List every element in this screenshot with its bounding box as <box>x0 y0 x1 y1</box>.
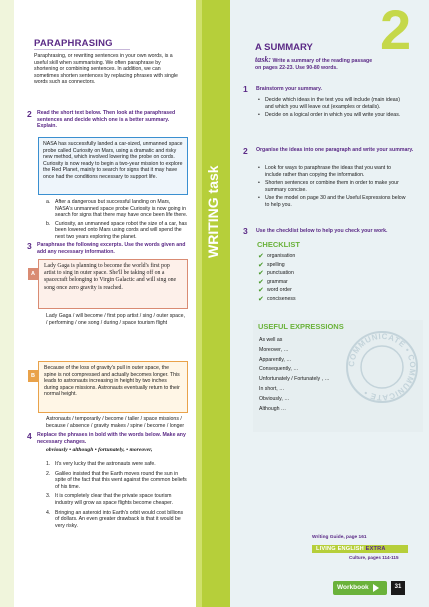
summary-options <box>46 199 188 243</box>
checklist-label: punctuation <box>267 270 294 276</box>
arrow-right-icon <box>373 584 379 592</box>
checklist <box>258 253 296 304</box>
check-icon: ✔ <box>258 270 264 277</box>
check-icon: ✔ <box>258 278 264 286</box>
connector-words: obviously • although • fortunately, • moreover, <box>46 447 153 453</box>
expression-item: Unfortunately / Fortunately , … <box>259 376 330 383</box>
title-underline <box>34 49 130 50</box>
checklist-label: grammar <box>267 278 288 285</box>
unit-number: 2 <box>380 0 412 61</box>
checklist-item <box>258 270 296 279</box>
checklist-item <box>258 279 296 288</box>
step-2-heading: Organise the ideas into one paragraph and write your summary. <box>256 147 414 153</box>
bullet-item: • Decide which ideas in the text you will include (main ideas) and which you will leave out (examples or details). <box>258 97 408 110</box>
paraphrasing-intro: Paraphrasing, or rewriting sentences in your own words, is a useful skill when summarising. We often paraphrase by shortening or combining sentences. In addition, we can sometimes shorten sentences by replacing phrases with single words such as connectors. <box>34 53 178 86</box>
excerpt-a-text: Lady Gaga is planning to become the world's first pop artist to sing in outer space. She'll be taking off on a spacecraft belonging to Virgin Galactic and will sing one song once zero gravity is reached. <box>44 263 177 291</box>
check-icon: ✔ <box>258 261 264 269</box>
task-instruction <box>255 57 373 71</box>
workbook-button[interactable] <box>333 581 387 595</box>
sentence-number: 4. <box>46 509 51 516</box>
check-icon: ✔ <box>258 287 264 294</box>
checklist-label: spelling <box>267 261 285 268</box>
question-3-number: 3 <box>27 241 32 251</box>
useful-expressions-list <box>259 336 330 414</box>
step-2-number: 2 <box>243 146 248 156</box>
workbook-label: Workbook <box>337 584 369 591</box>
sentence-item <box>46 493 188 506</box>
option-b <box>46 221 188 241</box>
question-4-number: 4 <box>27 431 32 441</box>
checklist-label: conciseness <box>267 295 296 302</box>
writing-task-vertical-text <box>199 120 227 260</box>
excerpt-b-marker: B <box>28 370 38 382</box>
checklist-title: CHECKLIST <box>257 240 300 249</box>
band-highlight <box>196 0 202 607</box>
task-text: Write a summary of the reading passage on pages 22-23. Use 90-80 words. <box>255 58 373 71</box>
bullet-item: • Shorten sentences or combine them in order to make your summary concise. <box>258 180 408 193</box>
expression-item: As well as <box>259 337 283 343</box>
question-2-number: 2 <box>27 109 32 119</box>
checklist-item <box>258 296 296 305</box>
bullet-item: • Use the model on page 30 and the Useful Expressions below to help you. <box>258 195 408 208</box>
task-word: task: <box>255 55 271 64</box>
sentence-number: 1. <box>46 461 51 467</box>
question-4-instruction: Replace the phrases in bold with the words below. Make any necessary changes. <box>37 432 186 445</box>
excerpt-a-marker: A <box>28 268 38 280</box>
step-1-number: 1 <box>243 84 248 94</box>
excerpt-b-words: Astronauts / temporarily / become / taller / space missions / because / absence / gravity makes / spine / become / longer <box>46 416 185 429</box>
left-margin-strip <box>0 0 14 607</box>
living-english-label <box>316 546 386 552</box>
writing-task-label: WRITING task <box>205 165 221 258</box>
expression-item: Obviously, … <box>259 395 290 402</box>
excerpt-a-words: Lady Gaga / will become / first pop artist / sing / outer space, / performing / one song / during / space tourism flight <box>46 313 185 326</box>
option-a <box>46 199 188 219</box>
living-english-text: LIVING ENGLISH <box>316 546 364 552</box>
page-number: 31 <box>394 584 402 590</box>
expression-item: Although … <box>259 405 287 412</box>
sentence-item <box>46 510 188 530</box>
summary-title: A SUMMARY <box>255 42 313 53</box>
sentence-text: Galileo insisted that the Earth moves round the sun in spite of the fact that this went against the common beliefs of his time. <box>55 470 187 490</box>
option-a-text: After a dangerous but successful landing on Mars, NASA's unmanned space probe Curiosity is now going in search for signs that there may have once been life there. <box>55 199 188 219</box>
step-1-heading: Brainstorm your summary. <box>256 86 322 92</box>
sentence-text: It's very lucky that the astronauts were safe. <box>55 461 156 467</box>
check-icon: ✔ <box>258 253 264 260</box>
question-2-instruction: Read the short text below. Then look at the paraphrased sentences and decide which one is a better summary. Explain. <box>37 110 176 130</box>
check-icon: ✔ <box>258 295 264 303</box>
excerpt-a-box <box>38 259 188 309</box>
checklist-item <box>258 262 296 271</box>
nasa-text-box <box>38 137 188 195</box>
stamp-text: COMMUNICATE • COMMUNICATE • <box>346 331 418 403</box>
question-3-instruction: Paraphrase the following excerpts. Use the words given and add any necessary information. <box>37 242 186 255</box>
excerpt-b-box <box>38 361 188 413</box>
writing-task-tag <box>199 120 227 260</box>
communicate-stamp-icon <box>345 330 419 404</box>
checklist-item <box>258 287 296 296</box>
option-a-label: a. <box>46 199 51 205</box>
sentence-text: Bringing an asteroid into Earth's orbit would cost billions of dollars. An even greater drawback is that it would be very risky. <box>55 509 184 529</box>
checklist-label: word order <box>267 287 292 293</box>
step-3-heading: Use the checklist below to help you check your work. <box>256 228 388 234</box>
step-2-bullets <box>258 165 408 211</box>
page-number-box <box>391 581 405 595</box>
culture-reference: Culture, pages 114-115 <box>349 555 399 560</box>
writing-guide-reference: Writing Guide, page 161 <box>312 535 367 540</box>
bullet-item: • Look for ways to paraphrase the ideas that you want to include rather than copying the information. <box>258 165 408 178</box>
paraphrasing-title: PARAPHRASING <box>34 38 113 49</box>
option-b-label: b. <box>46 220 51 227</box>
sentence-item <box>46 461 188 468</box>
bullet-item: • Decide on a logical order in which you will write your ideas. <box>258 112 408 119</box>
extra-text: EXTRA <box>365 546 386 552</box>
excerpt-b-text: Because of the loss of gravity's pull in outer space, the spine is not compressed and actually becomes longer. This leads to astronauts increasing in height by two inches during space missions. Astronauts eventually return to their normal height. <box>44 365 180 398</box>
option-b-text: Curiosity, an unmanned space robot the size of a car, has been lowered onto Mars using cords and will spend the next two years exploring the planet. <box>55 220 187 240</box>
nasa-text: NASA has successfully landed a car-sized, unmanned space probe called Curiosity on Mars, using a dramatic and risky new method, which involved lowering the probe on cords. Curiosity is now ready to begin a two-year mission to explore the Red Planet, mainly to search for signs that it may have once had the conditions necessary to support life. <box>43 141 183 180</box>
expression-item: Apparently, … <box>259 356 292 363</box>
question-4-sentences <box>46 461 188 532</box>
communicate-stamp <box>345 330 419 404</box>
sentence-number: 3. <box>46 493 51 500</box>
checklist-label: organisation <box>267 253 296 259</box>
step-1-bullets <box>258 97 408 121</box>
checklist-item <box>258 253 296 262</box>
sentence-item <box>46 471 188 491</box>
sentence-text: It is completely clear that the private space tourism industry will grow as space flights become cheaper. <box>55 493 173 506</box>
sentence-number: 2. <box>46 470 51 477</box>
step-3-number: 3 <box>243 226 248 236</box>
useful-expressions-title: USEFUL EXPRESSIONS <box>258 322 344 331</box>
expression-item: Consequently, … <box>259 366 299 373</box>
expression-item: In short, … <box>259 385 285 392</box>
expression-item: Moreover, … <box>259 346 289 353</box>
